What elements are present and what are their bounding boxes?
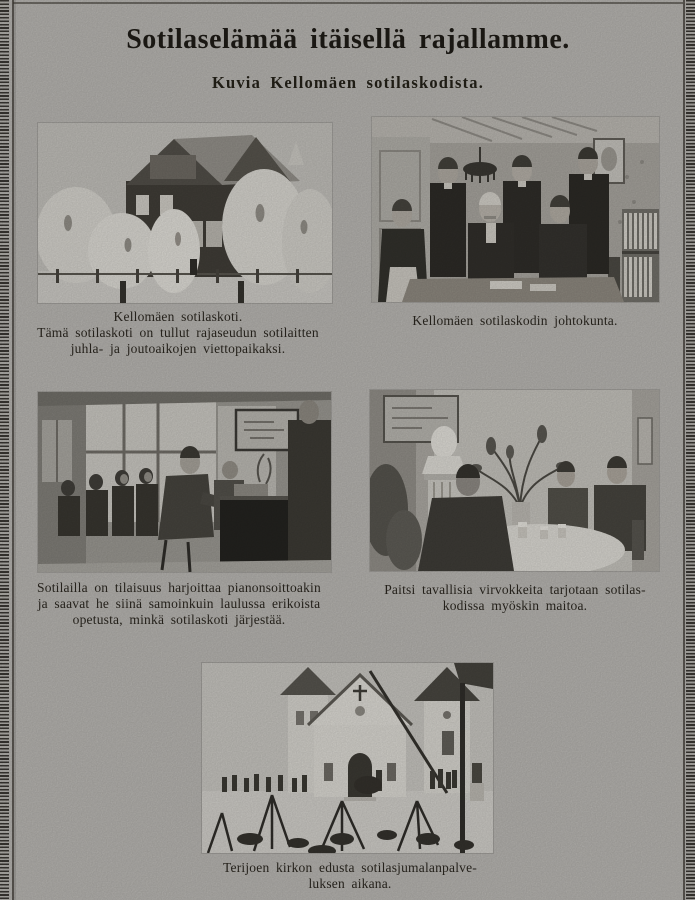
- right-perforation-edge: [686, 0, 695, 900]
- caption-terijoki-church: [168, 860, 532, 892]
- left-perforation-edge: [0, 0, 9, 900]
- caption-line: luksen aikana.: [308, 876, 392, 891]
- caption-piano-room: [12, 580, 346, 628]
- caption-line: ja saavat he siinä samoinkuin laulussa erikoista: [37, 596, 321, 611]
- caption-line: opetusta, minkä sotilaskoti järjestää.: [72, 612, 286, 627]
- photo-milk-table: [370, 390, 659, 571]
- article-title: Sotilaselämää itäisellä rajallamme.: [126, 24, 570, 55]
- caption-line: Paitsi tavallisia virvokkeita tarjotaan sotilas-: [384, 582, 646, 597]
- caption-line: Kellomäen sotilaskodin johtokunta.: [412, 313, 618, 328]
- left-border-rule: [12, 0, 14, 900]
- photo-piano-room: [38, 392, 331, 572]
- caption-line: Tämä sotilaskoti on tullut rajaseudun sotilaitten: [37, 325, 319, 340]
- top-border-rule: [13, 2, 683, 4]
- caption-line: Kellomäen sotilaskoti.: [113, 309, 243, 324]
- caption-line: kodissa myöskin maitoa.: [442, 598, 588, 613]
- caption-milk-table: [352, 582, 678, 614]
- caption-line: juhla- ja joutoaikojen viettopaikaksi.: [70, 341, 286, 356]
- photo-sotilaskoti-house: [38, 123, 332, 303]
- right-border-rule: [683, 0, 685, 900]
- caption-sotilaskoti-house: [10, 309, 346, 357]
- caption-line: Sotilailla on tilaisuus harjoittaa pianonsoittoakin: [37, 580, 321, 595]
- caption-johtokunta-group: [356, 313, 674, 329]
- photo-johtokunta-group: [372, 117, 659, 302]
- caption-line: Terijoen kirkon edusta sotilasjumalanpalve-: [223, 860, 477, 875]
- article-subtitle: Kuvia Kellomäen sotilaskodista.: [211, 73, 485, 92]
- photo-terijoki-church: [202, 663, 493, 853]
